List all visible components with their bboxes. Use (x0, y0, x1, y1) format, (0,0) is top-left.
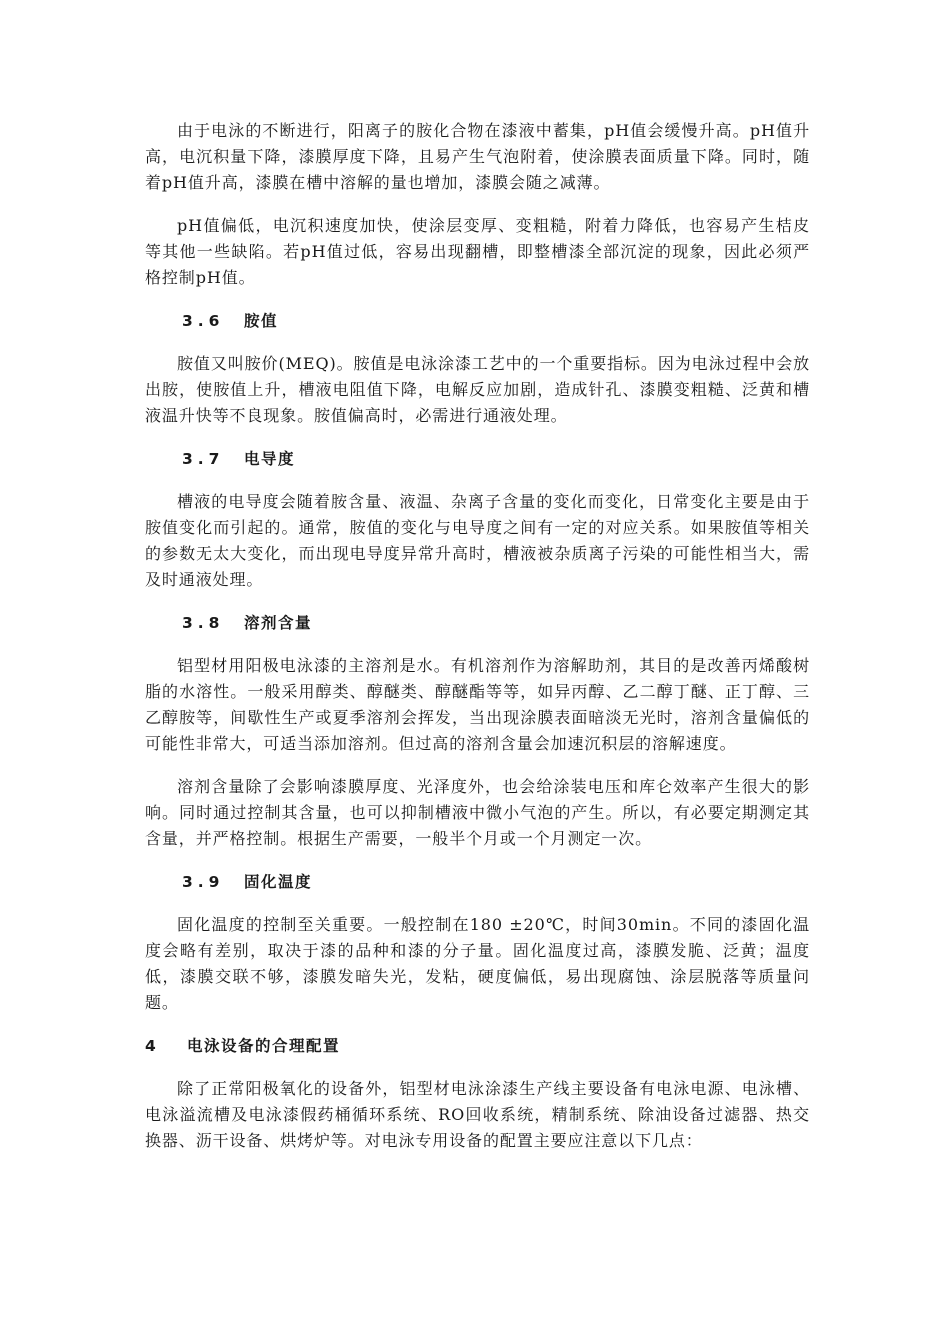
paragraph-equipment: 除了正常阳极氧化的设备外，铝型材电泳涂漆生产线主要设备有电泳电源、电泳槽、电泳溢流槽及电泳漆假药桶循环系统、RO回收系统，精制系统、除油设备过滤器、热交换器、沥干设备、烘烤炉等。对电泳专用设备的配置主要应注意以下几点： (145, 1079, 810, 1150)
heading-title: 电泳设备的合理配置 (187, 1037, 341, 1055)
heading-title: 胺值 (244, 312, 279, 330)
heading-3-8 (145, 610, 810, 636)
heading-3-6 (145, 308, 810, 334)
heading-number: 4 (145, 1037, 158, 1055)
heading-number: 3.7 (182, 450, 225, 468)
paragraph-solvent-effect: 溶剂含量除了会影响漆膜厚度、光泽度外，也会给涂装电压和库仑效率产生很大的影响。同时通过控制其含量，也可以抑制槽液中微小气泡的产生。所以，有必要定期测定其含量，并严格控制。根据生产需要，一般半个月或一个月测定一次。 (145, 777, 810, 848)
heading-number: 3.8 (182, 614, 225, 632)
heading-title: 溶剂含量 (244, 614, 313, 632)
heading-number: 3.9 (182, 873, 225, 891)
paragraph-ph-high: 由于电泳的不断进行，阳离子的胺化合物在漆液中蓄集，pH值会缓慢升高。pH值升高，电沉积量下降，漆膜厚度下降，且易产生气泡附着，使涂膜表面质量下降。同时，随着pH值升高，漆膜在槽中溶解的量也增加，漆膜会随之减薄。 (145, 121, 810, 192)
paragraph-conductivity: 槽液的电导度会随着胺含量、液温、杂离子含量的变化而变化，日常变化主要是由于胺值变化而引起的。通常，胺值的变化与电导度之间有一定的对应关系。如果胺值等相关的参数无太大变化，而出现电导度异常升高时，槽液被杂质离子污染的可能性相当大，需及时通液处理。 (145, 492, 810, 589)
heading-title: 固化温度 (244, 873, 313, 891)
heading-3-7 (145, 446, 810, 472)
heading-4 (145, 1033, 810, 1059)
paragraph-ph-low: pH值偏低，电沉积速度加快，使涂层变厚、变粗糙，附着力降低，也容易产生桔皮等其他一些缺陷。若pH值过低，容易出现翻槽，即整槽漆全部沉淀的现象，因此必须严格控制pH值。 (145, 216, 810, 287)
paragraph-solvent-main: 铝型材用阳极电泳漆的主溶剂是水。有机溶剂作为溶解助剂，其目的是改善丙烯酸树脂的水溶性。一般采用醇类、醇醚类、醇醚酯等等，如异丙醇、乙二醇丁醚、正丁醇、三乙醇胺等，间歇性生产或夏季溶剂会挥发，当出现涂膜表面暗淡无光时，溶剂含量偏低的可能性非常大，可适当添加溶剂。但过高的溶剂含量会加速沉积层的溶解速度。 (145, 656, 810, 753)
heading-3-9 (145, 869, 810, 895)
heading-number: 3.6 (182, 312, 225, 330)
paragraph-amine-value: 胺值又叫胺价(MEQ)。胺值是电泳涂漆工艺中的一个重要指标。因为电泳过程中会放出胺，使胺值上升，槽液电阻值下降，电解反应加剧，造成针孔、漆膜变粗糙、泛黄和槽液温升快等不良现象。胺值偏高时，必需进行通液处理。 (145, 354, 810, 425)
paragraph-curing-temperature: 固化温度的控制至关重要。一般控制在180 ±20℃，时间30min。不同的漆固化温度会略有差别，取决于漆的品种和漆的分子量。固化温度过高，漆膜发脆、泛黄；温度低，漆膜交联不够，漆膜发暗失光，发粘，硬度偏低，易出现腐蚀、涂层脱落等质量问题。 (145, 915, 810, 1012)
heading-title: 电导度 (244, 450, 296, 468)
document-body (145, 118, 810, 1171)
